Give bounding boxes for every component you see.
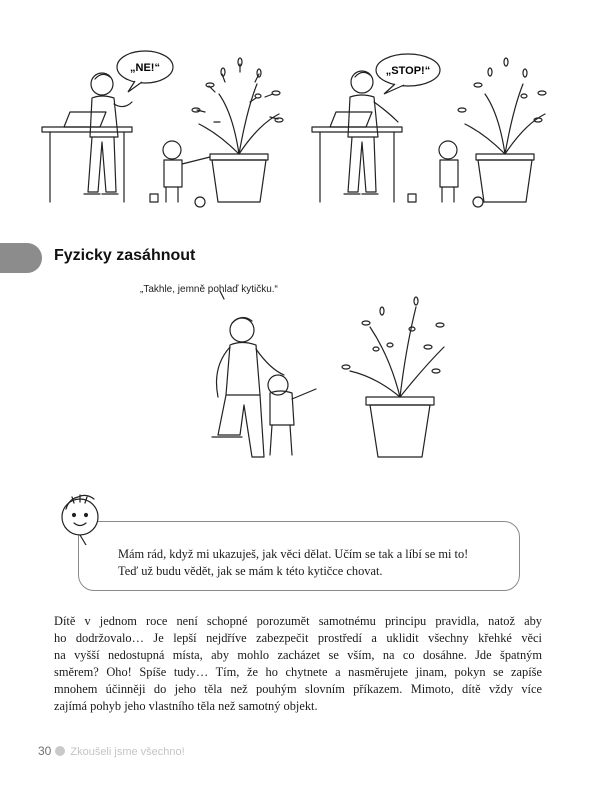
paragraph-line: ho dodržovalo… Je lepší nejdříve zabezpečit prostředí a uklidit všechny křehké věci (54, 631, 542, 645)
page-number: 30 (38, 744, 52, 758)
section-side-tab (0, 243, 42, 273)
speech-line: Mám rád, když mi ukazuješ, jak věci dělat. Učím se tak a líbí se mi to! (118, 547, 469, 561)
running-title: Zkoušeli jsme všechno! (70, 746, 185, 758)
illustration-father-says-no (40, 42, 290, 217)
bubble-no-text: „NE!“ (130, 62, 160, 74)
quote-caption: „Takhle, jemně pohlaď kytičku.“ (140, 284, 278, 295)
bubble-stop-text: „STOP!“ (385, 65, 431, 77)
section-heading: Fyzicky zasáhnout (54, 247, 196, 264)
speech-line: Teď už budu vědět, jak se mám k této kytičce chovat. (118, 564, 383, 578)
paragraph-line: Dítě v jednom roce není schopné porozumět samotnému principu pravidla, natož aby (54, 614, 542, 628)
child-face-icon (52, 489, 108, 545)
illustration-father-guides-child (140, 285, 460, 470)
illustration-father-says-stop (300, 42, 550, 217)
paragraph-line: zajímá pohyb jeho vlastního těla než samotný objekt. (54, 699, 318, 713)
paragraph-line: na vyšší nedostupná místa, aby mohlo zacházet se vším, na co dosáhne. Jde špatným (54, 648, 542, 662)
paragraph-line: směrem? Oho! Spíše tudy… Tím, že ho chytnete a nasměrujete jinam, pokyn se zapíše (54, 665, 542, 679)
child-speech-text (118, 546, 518, 580)
paragraph-line: mnohem účinněji do jeho těla než pouhým slovním příkazem. Mimoto, dítě vždy více (54, 682, 542, 696)
page-footer (38, 744, 185, 758)
body-paragraph (54, 613, 542, 715)
footer-dot-icon (55, 746, 65, 756)
